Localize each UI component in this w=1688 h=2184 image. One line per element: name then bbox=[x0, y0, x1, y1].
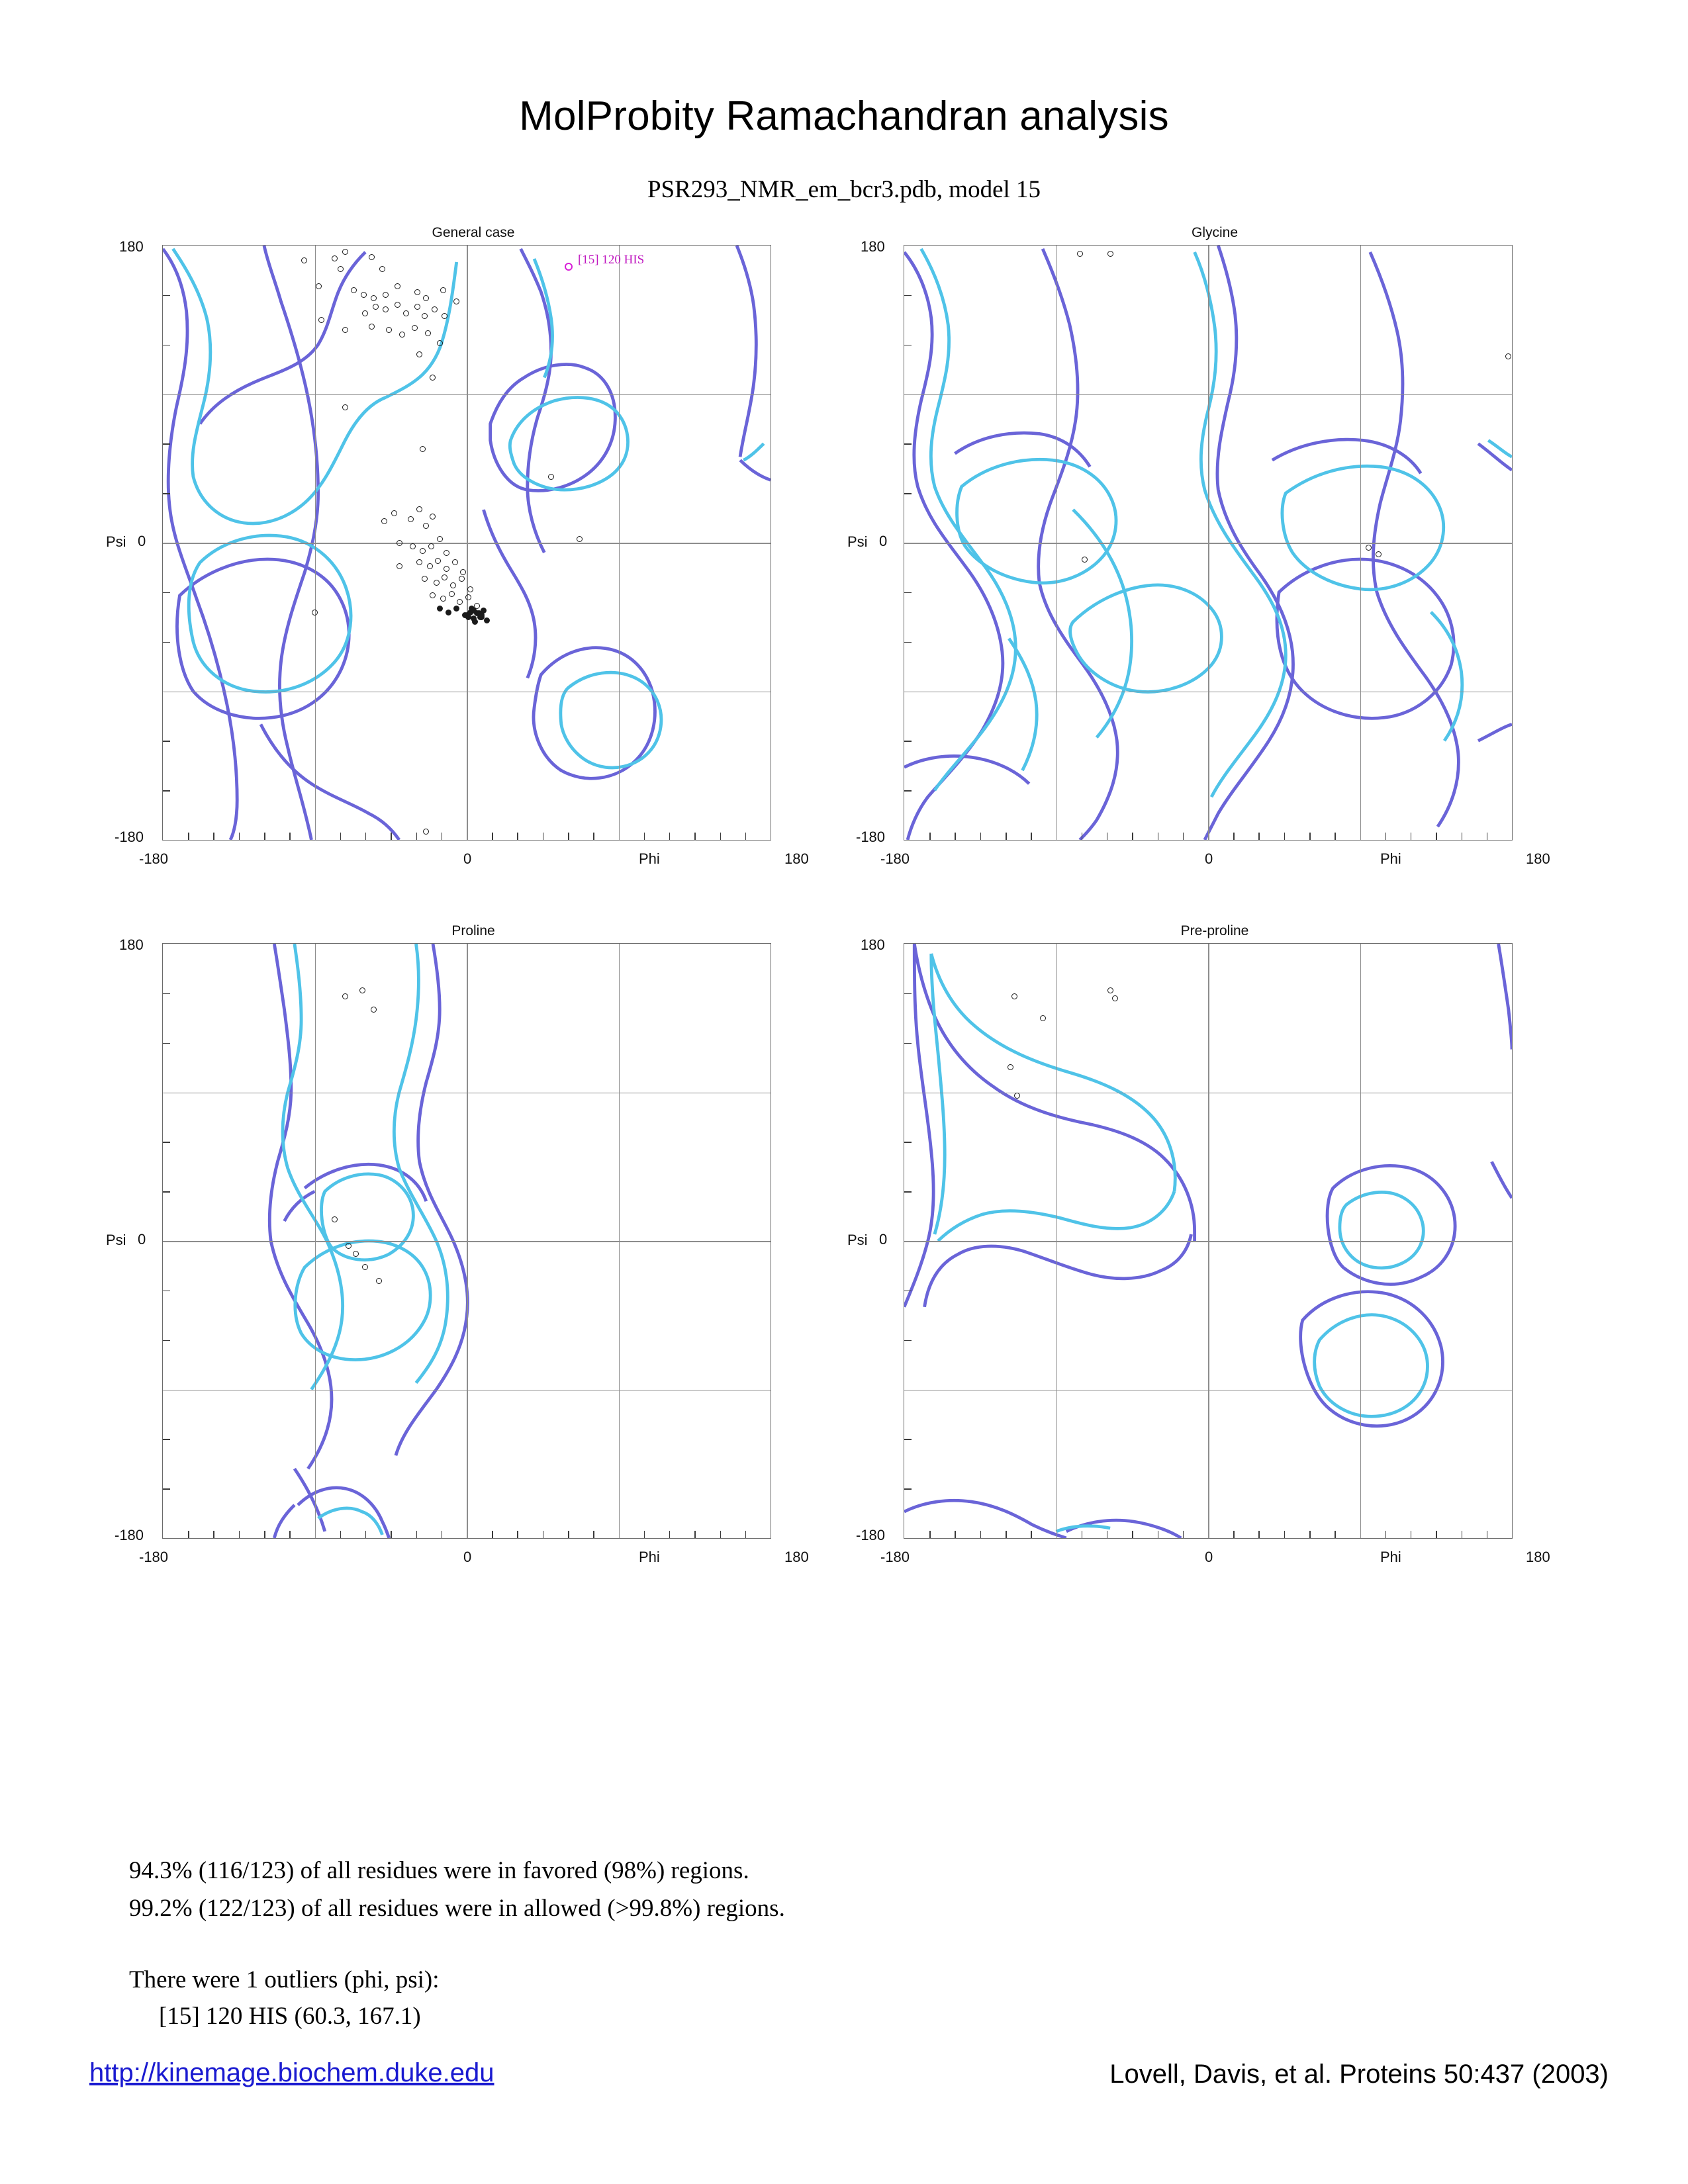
data-point bbox=[453, 606, 459, 612]
axis-tick bbox=[264, 1531, 265, 1538]
axis-tick bbox=[1107, 1531, 1108, 1538]
axis-tick bbox=[416, 1531, 418, 1538]
data-point bbox=[403, 310, 409, 316]
axis-tick bbox=[694, 833, 696, 840]
axis-tick bbox=[1335, 1531, 1336, 1538]
axis-tick bbox=[904, 1191, 912, 1193]
axis-tick bbox=[289, 1531, 291, 1538]
axis-tick bbox=[264, 833, 265, 840]
data-point bbox=[449, 591, 455, 597]
summary-favored: 94.3% (116/123) of all residues were in favored (98%) regions. bbox=[129, 1857, 749, 1884]
data-point bbox=[414, 289, 420, 295]
data-point bbox=[1505, 353, 1511, 359]
data-point bbox=[1366, 545, 1372, 551]
data-point bbox=[467, 586, 473, 592]
data-point bbox=[445, 610, 451, 615]
summary-outliers-header: There were 1 outliers (phi, psi): bbox=[129, 1966, 440, 1993]
gridline-horizontal bbox=[163, 1093, 771, 1094]
axis-tick bbox=[669, 833, 671, 840]
axis-tick bbox=[163, 741, 170, 742]
axis-tick bbox=[416, 833, 418, 840]
gridline-horizontal bbox=[163, 394, 771, 396]
data-point bbox=[430, 375, 436, 381]
data-point bbox=[440, 287, 446, 293]
axis-tick bbox=[1284, 1531, 1286, 1538]
axis-tick bbox=[1487, 833, 1488, 840]
axis-tick bbox=[904, 1488, 912, 1490]
axis-tick bbox=[1082, 1531, 1083, 1538]
axis-tick bbox=[163, 993, 170, 995]
axis-tick bbox=[163, 592, 170, 594]
y-axis-tick-label-mid: 0 bbox=[138, 533, 146, 549]
axis-tick bbox=[1183, 1531, 1184, 1538]
axis-tick bbox=[289, 833, 291, 840]
y-axis-tick-label-mid: 0 bbox=[879, 1231, 888, 1248]
axis-tick bbox=[694, 1531, 696, 1538]
data-point bbox=[430, 514, 436, 520]
data-point bbox=[1082, 557, 1088, 563]
y-axis-title: Psi bbox=[847, 533, 868, 550]
axis-tick bbox=[955, 833, 956, 840]
data-point bbox=[425, 330, 431, 336]
gridline-horizontal bbox=[904, 394, 1512, 396]
data-point bbox=[397, 540, 402, 546]
axis-tick bbox=[1385, 833, 1387, 840]
axis-tick bbox=[163, 295, 170, 296]
y-axis-tick-label-min: -180 bbox=[115, 1527, 144, 1543]
axis-tick bbox=[929, 1531, 931, 1538]
axis-tick bbox=[1436, 1531, 1437, 1538]
axis-tick bbox=[904, 295, 912, 296]
axis-tick bbox=[239, 1531, 240, 1538]
x-axis-tick-label-max: 180 bbox=[784, 850, 809, 867]
axis-tick bbox=[163, 790, 170, 792]
axis-tick bbox=[980, 1531, 982, 1538]
gridline-horizontal bbox=[904, 1241, 1512, 1242]
axis-tick bbox=[1132, 833, 1133, 840]
axis-tick bbox=[492, 1531, 493, 1538]
axis-tick bbox=[568, 833, 569, 840]
gridline-horizontal bbox=[904, 1390, 1512, 1391]
x-axis-title: Phi bbox=[1380, 850, 1401, 867]
axis-tick bbox=[492, 833, 493, 840]
gridline-horizontal bbox=[163, 543, 771, 544]
data-point bbox=[376, 1278, 382, 1284]
data-point bbox=[412, 325, 418, 331]
data-point bbox=[379, 266, 385, 272]
axis-tick bbox=[720, 833, 722, 840]
x-axis-tick-label-min: -180 bbox=[139, 850, 169, 867]
axis-tick bbox=[442, 1531, 443, 1538]
data-point bbox=[440, 596, 446, 602]
data-point bbox=[316, 283, 322, 289]
axis-tick bbox=[1487, 1531, 1488, 1538]
axis-tick bbox=[904, 592, 912, 594]
axis-tick bbox=[904, 993, 912, 995]
data-point bbox=[423, 829, 429, 835]
y-axis-title: Psi bbox=[106, 1232, 126, 1248]
axis-tick bbox=[213, 1531, 214, 1538]
axis-tick bbox=[1006, 1531, 1007, 1538]
x-axis-tick-label-mid: 0 bbox=[463, 850, 472, 867]
axis-tick bbox=[1158, 1531, 1159, 1538]
data-point bbox=[338, 266, 344, 272]
axis-tick bbox=[593, 833, 594, 840]
gridline-horizontal bbox=[904, 692, 1512, 693]
summary-allowed: 99.2% (122/123) of all residues were in allowed (>99.8%) regions. bbox=[129, 1895, 785, 1922]
gridline-horizontal bbox=[904, 543, 1512, 544]
axis-tick bbox=[391, 1531, 392, 1538]
data-point bbox=[453, 298, 459, 304]
data-point bbox=[386, 327, 392, 333]
axis-tick bbox=[720, 1531, 722, 1538]
data-point bbox=[342, 404, 348, 410]
data-point bbox=[1107, 987, 1113, 993]
axis-tick bbox=[904, 1291, 912, 1292]
axis-tick bbox=[163, 642, 170, 643]
summary-outlier-entry: [15] 120 HIS (60.3, 167.1) bbox=[159, 2003, 421, 2030]
y-axis-tick-label-mid: 0 bbox=[879, 533, 888, 549]
axis-tick bbox=[904, 1043, 912, 1044]
axis-tick bbox=[669, 1531, 671, 1538]
data-point bbox=[369, 324, 375, 330]
axis-tick bbox=[904, 642, 912, 643]
panel-title-glycine: Glycine bbox=[1191, 225, 1239, 240]
data-point bbox=[373, 304, 379, 310]
x-axis-title: Phi bbox=[639, 1549, 660, 1565]
data-point bbox=[353, 1251, 359, 1257]
axis-tick bbox=[365, 833, 367, 840]
panel-glycine bbox=[847, 225, 1575, 880]
data-point bbox=[1376, 551, 1382, 557]
x-axis-tick-label-max: 180 bbox=[1526, 850, 1550, 867]
data-point bbox=[434, 580, 440, 586]
axis-tick bbox=[442, 833, 443, 840]
plot-area-pre-proline bbox=[904, 943, 1513, 1539]
axis-tick bbox=[365, 1531, 367, 1538]
axis-tick bbox=[340, 1531, 342, 1538]
y-axis-tick-label-min: -180 bbox=[856, 829, 886, 845]
kinemage-link[interactable]: http://kinemage.biochem.duke.edu bbox=[89, 2058, 494, 2087]
data-point bbox=[318, 317, 324, 323]
axis-tick bbox=[745, 1531, 747, 1538]
plot-area-proline bbox=[162, 943, 771, 1539]
data-point bbox=[410, 543, 416, 549]
data-point bbox=[351, 287, 357, 293]
axis-tick bbox=[1132, 1531, 1133, 1538]
data-point bbox=[471, 608, 477, 614]
x-axis-tick-label-min: -180 bbox=[880, 1549, 910, 1565]
gridline-horizontal bbox=[163, 1241, 771, 1242]
data-point bbox=[548, 474, 554, 480]
data-point bbox=[312, 610, 318, 615]
axis-tick bbox=[593, 1531, 594, 1538]
y-axis-tick-label-max: 180 bbox=[861, 936, 885, 953]
axis-tick bbox=[1385, 1531, 1387, 1538]
x-axis-tick-label-mid: 0 bbox=[1205, 850, 1213, 867]
y-axis-tick-label-min: -180 bbox=[856, 1527, 886, 1543]
plot-area-glycine bbox=[904, 245, 1513, 841]
data-point bbox=[442, 574, 447, 580]
axis-tick bbox=[163, 1142, 170, 1143]
page-title: MolProbity Ramachandran analysis bbox=[519, 93, 1169, 139]
data-point bbox=[420, 446, 426, 452]
axis-tick bbox=[1436, 833, 1437, 840]
axis-tick bbox=[1462, 833, 1463, 840]
axis-tick bbox=[1335, 833, 1336, 840]
axis-tick bbox=[980, 833, 982, 840]
data-point bbox=[1107, 251, 1113, 257]
axis-tick bbox=[517, 833, 518, 840]
axis-tick bbox=[340, 833, 342, 840]
axis-tick bbox=[1183, 833, 1184, 840]
axis-tick bbox=[1411, 833, 1412, 840]
gridline-horizontal bbox=[163, 1390, 771, 1391]
data-point bbox=[1040, 1015, 1046, 1021]
axis-tick bbox=[904, 493, 912, 494]
axis-tick bbox=[904, 1142, 912, 1143]
axis-tick bbox=[745, 833, 747, 840]
axis-tick bbox=[213, 833, 214, 840]
axis-tick bbox=[1158, 833, 1159, 840]
axis-tick bbox=[163, 493, 170, 494]
gridline-horizontal bbox=[163, 692, 771, 693]
data-point bbox=[465, 614, 471, 620]
axis-tick bbox=[904, 1340, 912, 1342]
y-axis-title: Psi bbox=[106, 533, 126, 550]
axis-tick bbox=[904, 790, 912, 792]
data-point bbox=[359, 987, 365, 993]
data-point bbox=[437, 340, 443, 346]
axis-tick bbox=[163, 1439, 170, 1440]
data-point bbox=[369, 254, 375, 260]
data-point bbox=[444, 550, 449, 556]
panel-title-proline: Proline bbox=[451, 923, 495, 938]
panel-pre-proline bbox=[847, 923, 1575, 1578]
axis-tick bbox=[163, 1291, 170, 1292]
x-axis-tick-label-min: -180 bbox=[880, 850, 910, 867]
axis-tick bbox=[517, 1531, 518, 1538]
data-point bbox=[484, 617, 490, 623]
x-axis-title: Phi bbox=[1380, 1549, 1401, 1565]
data-point bbox=[381, 518, 387, 524]
x-axis-tick-label-min: -180 bbox=[139, 1549, 169, 1565]
x-axis-tick-label-max: 180 bbox=[784, 1549, 809, 1565]
data-point bbox=[391, 510, 397, 516]
citation-text: Lovell, Davis, et al. Proteins 50:437 (2003) bbox=[1109, 2060, 1609, 2089]
y-axis-tick-label-min: -180 bbox=[115, 829, 144, 845]
data-point bbox=[427, 563, 433, 569]
outlier-label: [15] 120 HIS bbox=[577, 252, 645, 267]
axis-tick bbox=[163, 1191, 170, 1193]
axis-tick bbox=[163, 1340, 170, 1342]
y-axis-tick-label-max: 180 bbox=[119, 238, 144, 255]
axis-tick bbox=[163, 1043, 170, 1044]
axis-tick bbox=[543, 1531, 544, 1538]
plot-area-general-case bbox=[162, 245, 771, 841]
panel-title-general-case: General case bbox=[432, 225, 515, 240]
axis-tick bbox=[1411, 1531, 1412, 1538]
axis-tick bbox=[391, 833, 392, 840]
axis-tick bbox=[163, 443, 170, 445]
panel-general-case bbox=[106, 225, 834, 880]
data-point bbox=[1077, 251, 1083, 257]
axis-tick bbox=[1258, 833, 1260, 840]
axis-tick bbox=[1284, 833, 1286, 840]
axis-tick bbox=[904, 345, 912, 346]
y-axis-title: Psi bbox=[847, 1232, 868, 1248]
axis-tick bbox=[1031, 1531, 1032, 1538]
axis-tick bbox=[904, 1439, 912, 1440]
data-point bbox=[416, 559, 422, 565]
axis-tick bbox=[163, 345, 170, 346]
x-axis-title: Phi bbox=[639, 850, 660, 867]
axis-tick bbox=[188, 833, 189, 840]
page-subtitle: PSR293_NMR_em_bcr3.pdb, model 15 bbox=[647, 176, 1041, 203]
axis-tick bbox=[644, 1531, 645, 1538]
axis-tick bbox=[1031, 833, 1032, 840]
y-axis-tick-label-mid: 0 bbox=[138, 1231, 146, 1248]
data-point bbox=[362, 310, 368, 316]
axis-tick bbox=[1258, 1531, 1260, 1538]
axis-tick bbox=[1006, 833, 1007, 840]
axis-tick bbox=[188, 1531, 189, 1538]
axis-tick bbox=[239, 833, 240, 840]
data-point bbox=[342, 327, 348, 333]
axis-tick bbox=[543, 833, 544, 840]
axis-tick bbox=[904, 741, 912, 742]
panel-proline bbox=[106, 923, 834, 1578]
data-point bbox=[416, 351, 422, 357]
axis-tick bbox=[955, 1531, 956, 1538]
axis-tick bbox=[904, 443, 912, 445]
gridline-horizontal bbox=[904, 1093, 1512, 1094]
axis-tick bbox=[1233, 1531, 1235, 1538]
x-axis-tick-label-max: 180 bbox=[1526, 1549, 1550, 1565]
x-axis-tick-label-mid: 0 bbox=[1205, 1549, 1213, 1565]
axis-tick bbox=[1309, 1531, 1311, 1538]
axis-tick bbox=[1462, 1531, 1463, 1538]
axis-tick bbox=[1233, 833, 1235, 840]
axis-tick bbox=[1107, 833, 1108, 840]
panel-title-pre-proline: Pre-proline bbox=[1180, 923, 1249, 938]
axis-tick bbox=[1309, 833, 1311, 840]
y-axis-tick-label-max: 180 bbox=[119, 936, 144, 953]
data-point bbox=[397, 563, 402, 569]
axis-tick bbox=[644, 833, 645, 840]
x-axis-tick-label-mid: 0 bbox=[463, 1549, 472, 1565]
axis-tick bbox=[163, 1488, 170, 1490]
axis-tick bbox=[1082, 833, 1083, 840]
axis-tick bbox=[929, 833, 931, 840]
y-axis-tick-label-max: 180 bbox=[861, 238, 885, 255]
axis-tick bbox=[568, 1531, 569, 1538]
